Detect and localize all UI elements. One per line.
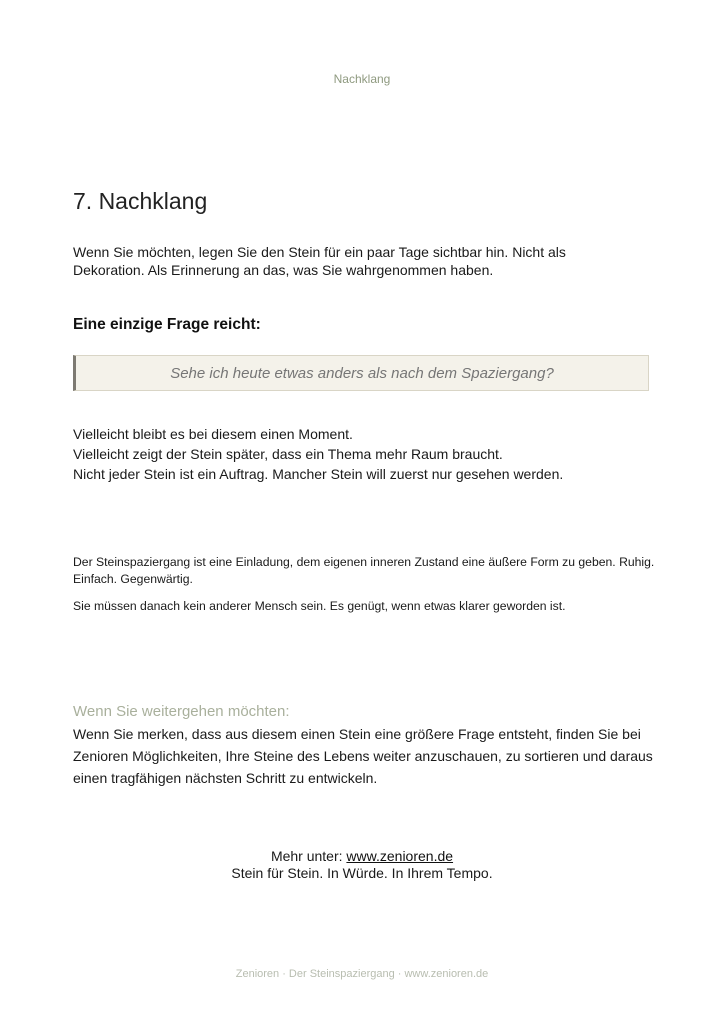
question-heading: Eine einzige Frage reicht:: [73, 316, 261, 333]
tagline: Stein für Stein. In Würde. In Ihrem Tempo.: [231, 865, 493, 881]
closing-paragraph-1: Der Steinspaziergang ist eine Einladung, dem eigenen inneren Zustand eine äußere Form zu geben. Ruhig. Einfach. Gegenwärtig.: [73, 555, 655, 586]
reflection-line: Vielleicht bleibt es bei diesem einen Moment.: [73, 426, 353, 442]
reflection-lines: [73, 424, 653, 484]
question-text: Sehe ich heute etwas anders als nach dem Spaziergang?: [170, 364, 554, 382]
section-title: 7. Nachklang: [73, 188, 208, 214]
more-info: [0, 848, 724, 882]
more-info-line: [0, 848, 724, 865]
more-info-prefix: Mehr unter:: [270, 848, 347, 864]
page-footer: Zenioren · Der Steinspaziergang · www.zenioren.de: [235, 968, 489, 980]
closing-paragraph-2: Sie müssen danach kein anderer Mensch sein. Es genügt, wenn etwas klarer geworden ist.: [73, 599, 566, 613]
next-steps-heading: Wenn Sie weitergehen möchten:: [73, 703, 290, 720]
reflection-line: Vielleicht zeigt der Stein später, dass ein Thema mehr Raum braucht.: [73, 446, 503, 462]
website-link[interactable]: www.zenioren.de: [346, 848, 454, 864]
running-header: Nachklang: [333, 72, 391, 86]
intro-paragraph: Wenn Sie möchten, legen Sie den Stein für ein paar Tage sichtbar hin. Nicht als Dekoration. Als Erinnerung an das, was Sie wahrgenommen haben.: [73, 244, 566, 278]
question-box: [73, 355, 649, 391]
reflection-line: Nicht jeder Stein ist ein Auftrag. Mancher Stein will zuerst nur gesehen werden.: [73, 466, 564, 482]
next-steps-paragraph: Wenn Sie merken, dass aus diesem einen Stein eine größere Frage entsteht, finden Sie bei Zenioren Möglichkeiten, Ihre Steine des Lebens weiter anzuschauen, zu sortieren und daraus einen tragfähigen nächsten Schritt zu entwickeln.: [73, 726, 653, 786]
